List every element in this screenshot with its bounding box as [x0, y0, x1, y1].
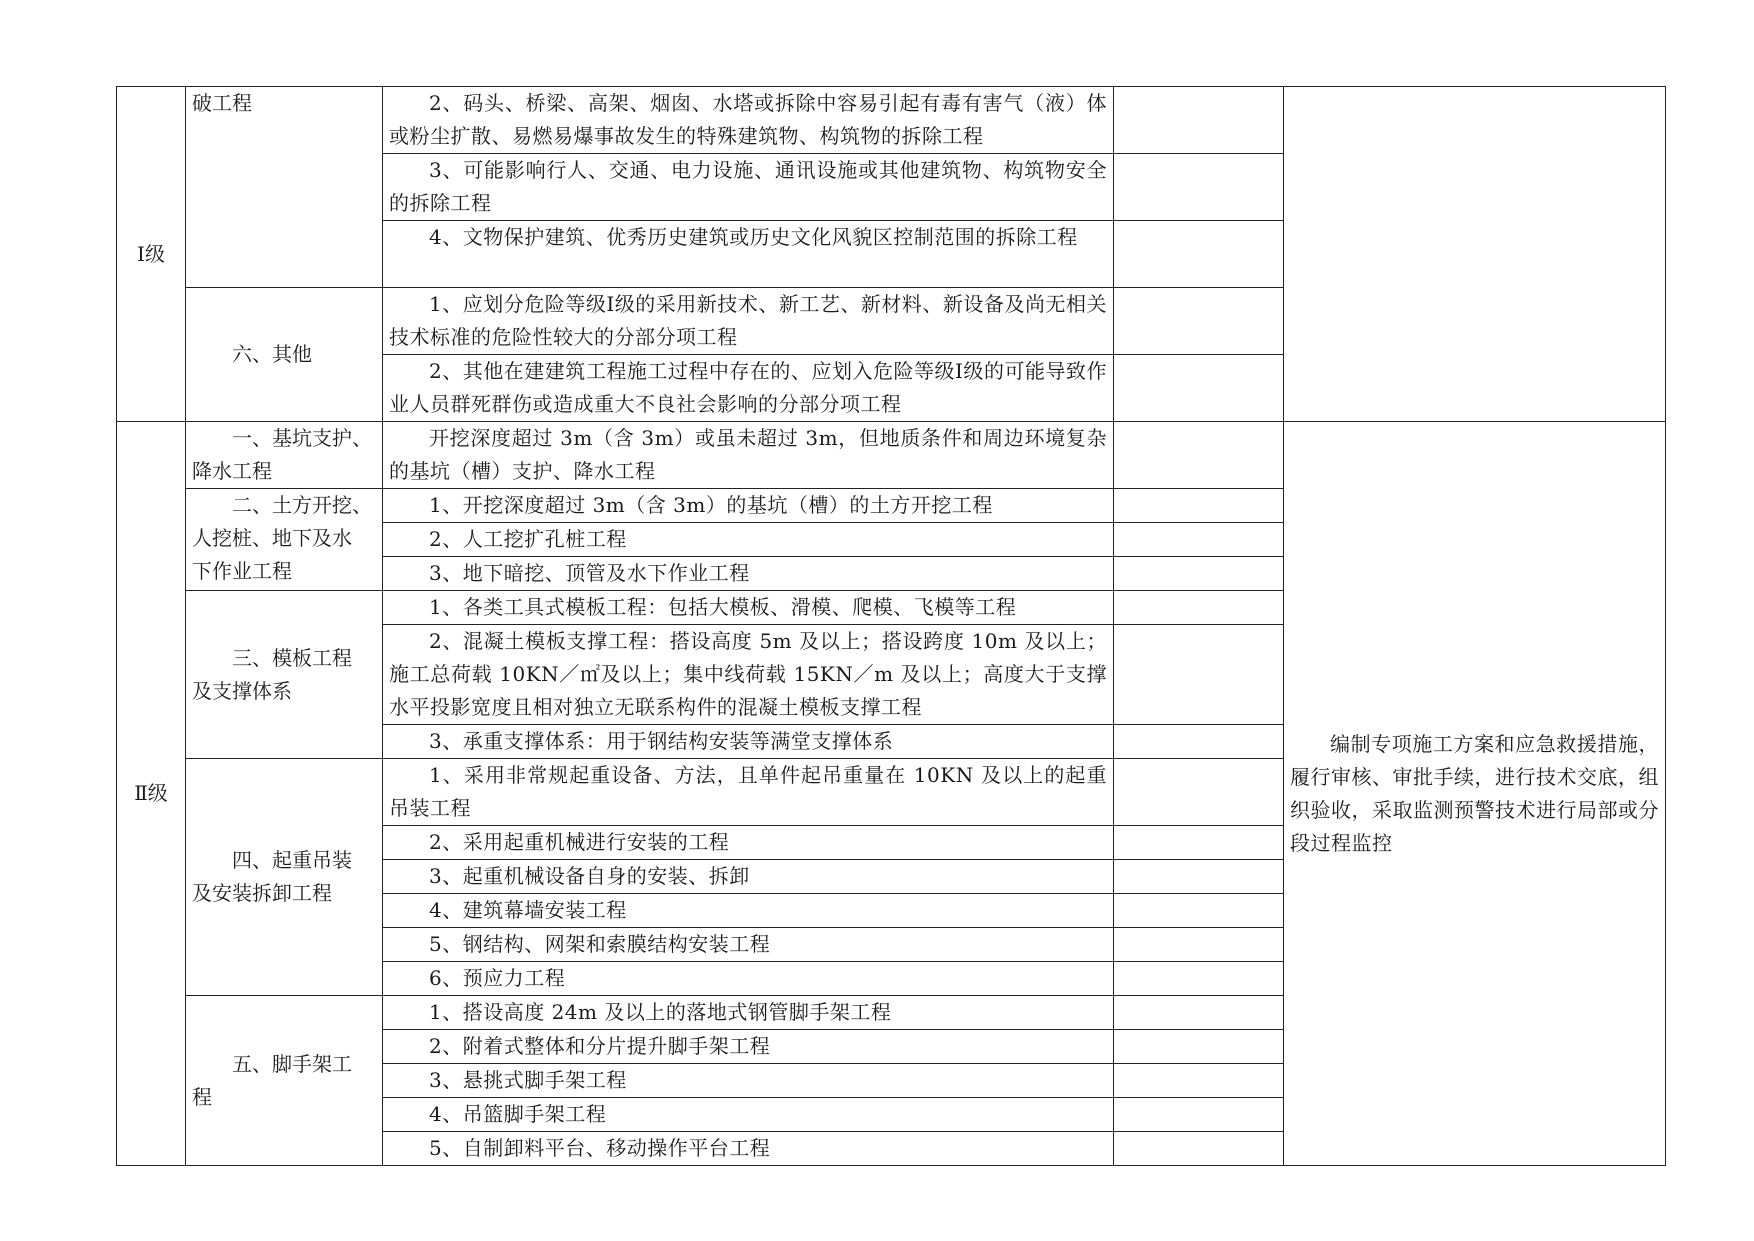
- table-cell-empty: [1114, 1030, 1284, 1064]
- table-cell-item: 开挖深度超过 3m（含 3m）或虽未超过 3m，但地质条件和周边环境复杂的基坑（槽）支护、降水工程: [383, 422, 1114, 489]
- category-foundation-pit: [186, 422, 383, 489]
- category-line: 三、模板工程: [232, 645, 352, 670]
- category-hoisting: [186, 759, 383, 996]
- table-cell-item: 5、钢结构、网架和索膜结构安装工程: [383, 928, 1114, 962]
- category-line: 人挖桩、地下及水: [192, 526, 352, 550]
- table-cell-item: 5、自制卸料平台、移动操作平台工程: [383, 1132, 1114, 1166]
- table-cell-empty: [1114, 422, 1284, 489]
- table-cell-item: 1、搭设高度 24m 及以上的落地式钢管脚手架工程: [383, 996, 1114, 1030]
- table-cell-item: 1、采用非常规起重设备、方法，且单件起吊重量在 10KN 及以上的起重吊装工程: [383, 759, 1114, 826]
- table-cell-empty: [1114, 523, 1284, 557]
- table-cell-empty: [1114, 860, 1284, 894]
- table-cell-item: 3、地下暗挖、顶管及水下作业工程: [383, 557, 1114, 591]
- table-cell-item: 2、其他在建建筑工程施工过程中存在的、应划入危险等级Ⅰ级的可能导致作业人员群死群伤或造成重大不良社会影响的分部分项工程: [383, 355, 1114, 422]
- category-formwork: [186, 591, 383, 759]
- category-other: [186, 288, 383, 422]
- table-cell-empty: [1114, 591, 1284, 625]
- table-cell-empty: [1114, 759, 1284, 826]
- table-cell-empty: [1114, 557, 1284, 591]
- category-line: 及安装拆卸工程: [192, 881, 332, 905]
- category-line: 及支撑体系: [192, 678, 292, 703]
- table-cell-item: 1、开挖深度超过 3m（含 3m）的基坑（槽）的土方开挖工程: [383, 489, 1114, 523]
- measures-cell: 编制专项施工方案和应急救援措施，履行审核、审批手续，进行技术交底，组织验收，采取监测预警技术进行局部或分段过程监控: [1284, 422, 1666, 1166]
- category-line: 四、起重吊装: [232, 848, 352, 872]
- table-cell-empty: [1114, 489, 1284, 523]
- category-line: 程: [192, 1084, 212, 1109]
- table-cell-item: 4、建筑幕墙安装工程: [383, 894, 1114, 928]
- table-cell-item: 2、附着式整体和分片提升脚手架工程: [383, 1030, 1114, 1064]
- table-cell-empty: [1114, 928, 1284, 962]
- table-cell-empty: [1114, 1064, 1284, 1098]
- table-cell-empty: [1114, 87, 1284, 154]
- table-cell-item: 3、起重机械设备自身的安装、拆卸: [383, 860, 1114, 894]
- level-label-2: Ⅱ级: [117, 422, 186, 1166]
- category-scaffolding: [186, 996, 383, 1166]
- table-cell-item: 2、码头、桥梁、高架、烟囱、水塔或拆除中容易引起有毒有害气（液）体或粉尘扩散、易燃易爆事故发生的特殊建筑物、构筑物的拆除工程: [383, 87, 1114, 154]
- table-cell-empty: [1114, 894, 1284, 928]
- table-cell-item: 2、人工挖扩孔桩工程: [383, 523, 1114, 557]
- table-cell-empty: [1114, 288, 1284, 355]
- table-cell-item: 6、预应力工程: [383, 962, 1114, 996]
- table-cell-item: 1、各类工具式模板工程：包括大模板、滑模、爬模、飞模等工程: [383, 591, 1114, 625]
- table-cell-empty: [1114, 154, 1284, 221]
- category-demolition: [186, 87, 383, 288]
- table-cell-item: 2、混凝土模板支撑工程：搭设高度 5m 及以上；搭设跨度 10m 及以上；施工总荷载 10KN／㎡及以上；集中线荷载 15KN／m 及以上；高度大于支撑水平投影宽度且相对独立无联系构件的混凝土模板支撑工程: [383, 625, 1114, 725]
- hazard-classification-table: [116, 86, 1666, 1166]
- category-line: 一、基坑支护、: [232, 426, 372, 450]
- table-cell-item: 3、悬挑式脚手架工程: [383, 1064, 1114, 1098]
- table-cell-empty: [1114, 355, 1284, 422]
- table-cell-item: 4、吊篮脚手架工程: [383, 1098, 1114, 1132]
- category-line: 降水工程: [192, 459, 272, 483]
- table-cell-empty: [1114, 625, 1284, 725]
- table-cell-empty: [1114, 962, 1284, 996]
- measures-cell-empty: [1284, 87, 1666, 422]
- table-cell-item: 3、承重支撑体系：用于钢结构安装等满堂支撑体系: [383, 725, 1114, 759]
- category-line: 五、脚手架工: [232, 1051, 352, 1076]
- table-cell-item: 4、文物保护建筑、优秀历史建筑或历史文化风貌区控制范围的拆除工程: [383, 221, 1114, 288]
- table-cell-empty: [1114, 826, 1284, 860]
- level-label-1: Ⅰ级: [117, 87, 186, 422]
- table-cell-empty: [1114, 996, 1284, 1030]
- table-cell-empty: [1114, 221, 1284, 288]
- category-line: 二、土方开挖、: [232, 493, 372, 517]
- table-cell-empty: [1114, 725, 1284, 759]
- table-cell-empty: [1114, 1132, 1284, 1166]
- category-earthwork: [186, 489, 383, 591]
- category-line: 下作业工程: [192, 559, 292, 583]
- table-cell-empty: [1114, 1098, 1284, 1132]
- category-line: 六、其他: [232, 342, 312, 366]
- table-cell-item: 1、应划分危险等级Ⅰ级的采用新技术、新工艺、新材料、新设备及尚无相关技术标准的危险性较大的分部分项工程: [383, 288, 1114, 355]
- table-cell-item: 2、采用起重机械进行安装的工程: [383, 826, 1114, 860]
- table-cell-item: 3、可能影响行人、交通、电力设施、通讯设施或其他建筑物、构筑物安全的拆除工程: [383, 154, 1114, 221]
- category-line: 破工程: [192, 91, 252, 115]
